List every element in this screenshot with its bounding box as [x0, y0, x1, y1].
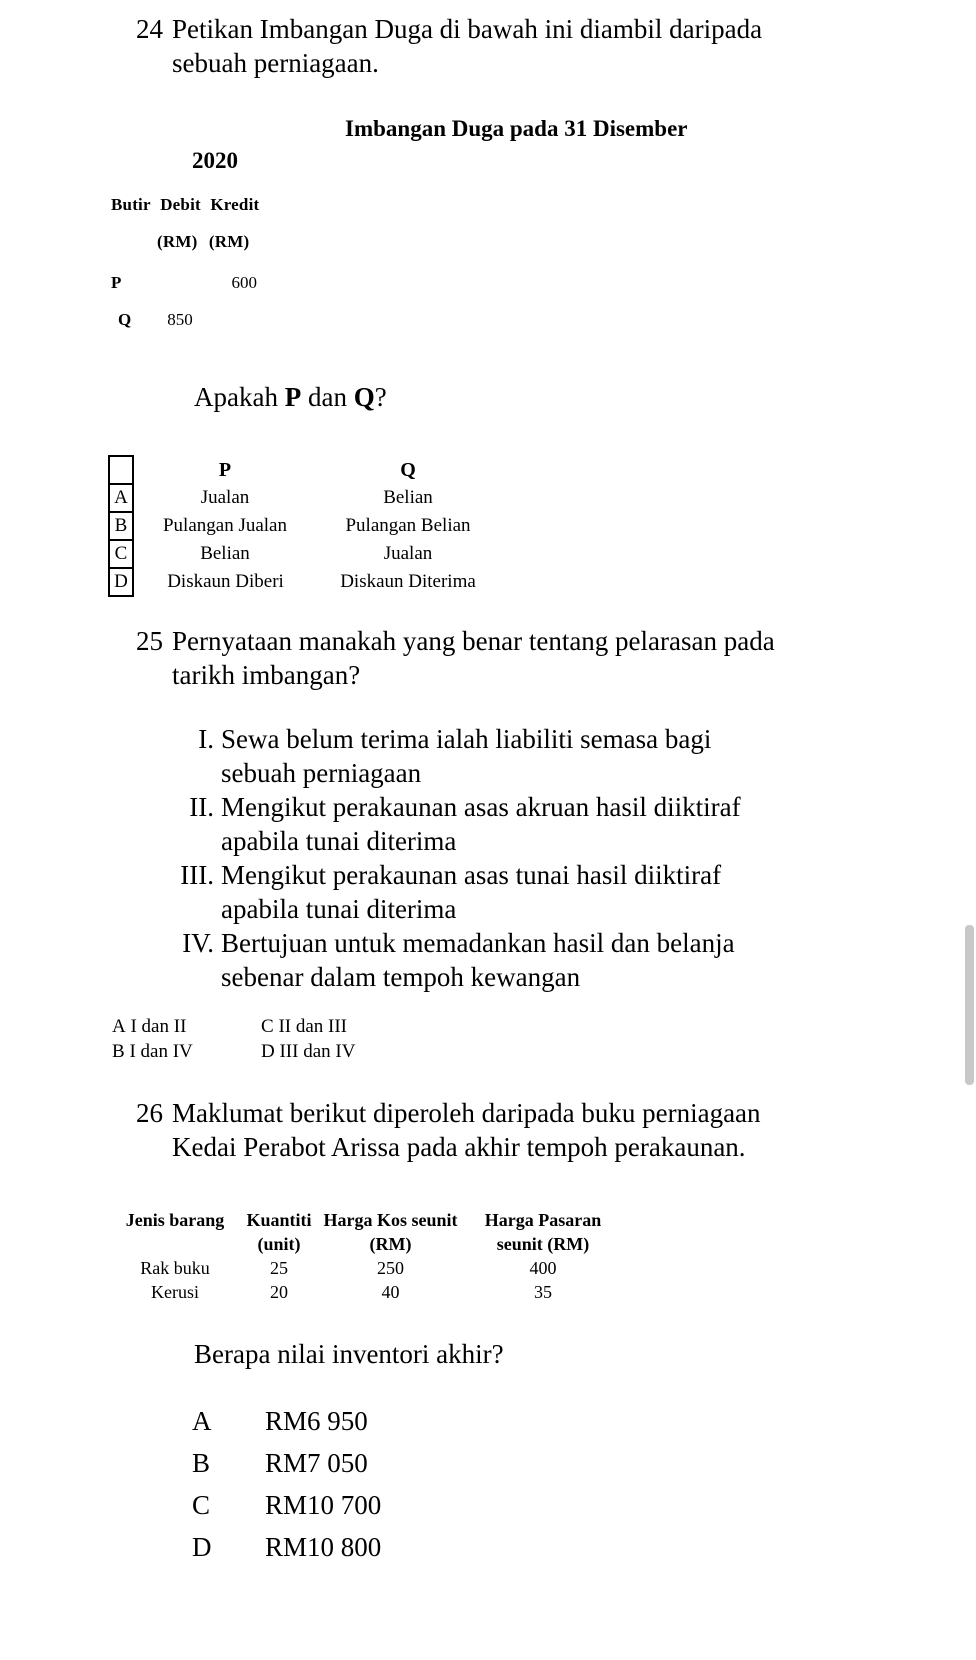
answer-option-d[interactable]	[192, 1526, 381, 1568]
question-24-options-table	[108, 455, 500, 597]
answer-b-text: I dan IV	[129, 1041, 193, 1062]
answer-option-b[interactable]	[192, 1442, 381, 1484]
question-26-stem-text	[172, 1096, 761, 1164]
answer-b-value: RM7 050	[265, 1448, 368, 1478]
inventory-subheader-blank	[110, 1232, 240, 1256]
answer-c-letter: C	[192, 1490, 211, 1520]
table-row[interactable]	[109, 568, 499, 596]
question-26-stem-line1: Maklumat berikut diperoleh daripada buku perniagaan	[172, 1098, 761, 1128]
answer-b-letter: B	[192, 1448, 211, 1478]
answer-d-letter: D	[261, 1041, 275, 1062]
question-26-question-text: Berapa nilai inventori akhir?	[194, 1339, 504, 1369]
inventory-row-2-kuantiti: 20	[270, 1282, 288, 1302]
answer-option-a[interactable]	[112, 1014, 261, 1039]
question-25-stem	[136, 624, 856, 692]
list-item	[172, 926, 852, 994]
inventory-row-1-kuantiti: 25	[270, 1258, 288, 1278]
statement-1-marker: I.	[198, 724, 214, 754]
question-24-stem-text	[172, 12, 762, 80]
inventory-subheader-seunit-rm: seunit (RM)	[496, 1234, 590, 1254]
question-25-statement-list	[172, 722, 852, 994]
inventory-header-harga-kos: Harga Kos seunit	[323, 1210, 458, 1230]
list-item	[172, 790, 852, 858]
option-d-p: Diskaun Diberi	[167, 571, 284, 592]
answer-d-text: III dan IV	[279, 1041, 356, 1062]
question-26-stem	[136, 1096, 876, 1164]
statement-4-line2: sebenar dalam tempoh kewangan	[221, 962, 581, 992]
answer-option-c[interactable]	[192, 1484, 381, 1526]
trial-balance-row-q-item: Q	[118, 310, 132, 329]
inventory-header-kuantiti: Kuantiti	[246, 1210, 312, 1230]
statement-3-text	[221, 858, 721, 926]
option-a-q: Belian	[383, 487, 433, 508]
question-24-prompt-p: P	[284, 382, 302, 412]
trial-balance-header-kredit: Kredit	[210, 195, 260, 214]
question-24-prompt	[194, 380, 387, 414]
trial-balance-units-debit: (RM)	[157, 232, 198, 251]
option-d-q: Diskaun Diterima	[340, 571, 476, 592]
statement-4-text	[221, 926, 735, 994]
question-25-stem-line1: Pernyataan manakah yang benar tentang pelarasan pada	[172, 626, 775, 656]
scrollbar-thumb[interactable]	[965, 925, 974, 1085]
option-b-q: Pulangan Belian	[345, 515, 471, 536]
inventory-subheader-unit: (unit)	[257, 1234, 301, 1254]
question-25-answers	[112, 1014, 355, 1064]
inventory-row-1-kos: 250	[377, 1258, 404, 1278]
answer-d-value: RM10 800	[265, 1532, 382, 1562]
answer-a-letter: A	[192, 1406, 212, 1436]
question-26-stem-line2: Kedai Perabot Arissa pada akhir tempoh perakaunan.	[172, 1132, 746, 1162]
option-a-p: Jualan	[200, 487, 250, 508]
statement-3-marker: III.	[180, 860, 214, 890]
statement-3-line2: apabila tunai diterima	[221, 894, 457, 924]
trial-balance-row-p-kredit: 600	[231, 273, 257, 292]
question-25-stem-text	[172, 624, 775, 692]
trial-balance-title-line1: Imbangan Duga pada 31 Disember	[345, 116, 688, 141]
option-letter-d[interactable]: D	[109, 568, 133, 596]
trial-balance-title-line2: 2020	[192, 148, 238, 173]
answer-d-letter: D	[192, 1532, 212, 1562]
statement-4-marker: IV.	[182, 928, 214, 958]
question-24-stem-line1: Petikan Imbangan Duga di bawah ini diambil daripada	[172, 14, 763, 44]
trial-balance-row-q-debit: 850	[167, 310, 193, 329]
answer-a-letter: A	[112, 1016, 126, 1037]
inventory-row-2-pasaran: 35	[534, 1282, 552, 1302]
table-row[interactable]	[109, 540, 499, 568]
table-header-row	[110, 1208, 623, 1232]
inventory-row-2-kos: 40	[381, 1282, 400, 1302]
statement-1-text	[221, 722, 711, 790]
answer-option-d[interactable]	[261, 1039, 355, 1064]
statement-4-line1: Bertujuan untuk memadankan hasil dan belanja	[221, 928, 735, 958]
table-header-row	[109, 456, 499, 484]
statement-2-text	[221, 790, 741, 858]
answer-c-value: RM10 700	[265, 1490, 382, 1520]
trial-balance-row-q	[118, 309, 276, 331]
answer-row-2	[112, 1039, 355, 1064]
question-24-prompt-suffix: ?	[374, 382, 387, 412]
option-letter-b[interactable]: B	[109, 512, 133, 540]
options-header-p: P	[218, 459, 232, 481]
inventory-row-2-barang: Kerusi	[151, 1282, 199, 1302]
option-b-p: Pulangan Jualan	[162, 515, 287, 536]
answer-c-letter: C	[261, 1016, 274, 1037]
question-24-prompt-q: Q	[353, 382, 375, 412]
trial-balance-header-butir: Butir	[111, 195, 151, 214]
trial-balance-header-debit: Debit	[160, 195, 201, 214]
statement-1-line1: Sewa belum terima ialah liabiliti semasa bagi	[221, 724, 712, 754]
statement-2-marker: II.	[189, 792, 214, 822]
statement-3-line1: Mengikut perakaunan asas tunai hasil diiktiraf	[221, 860, 722, 890]
trial-balance-units-row	[157, 231, 249, 253]
inventory-row-1-barang: Rak buku	[140, 1258, 210, 1278]
question-25-stem-line2: tarikh imbangan?	[172, 660, 361, 690]
statement-1-line2: sebuah perniagaan	[221, 758, 422, 788]
answer-option-c[interactable]	[261, 1014, 347, 1039]
question-24-stem	[136, 12, 856, 80]
answer-a-text: I dan II	[130, 1016, 187, 1037]
question-24-prompt-mid: dan	[301, 382, 354, 412]
answer-a-value: RM6 950	[265, 1406, 368, 1436]
options-header-blank-cell	[109, 456, 133, 484]
table-subheader-row	[110, 1232, 623, 1256]
answer-row-1	[112, 1014, 355, 1039]
answer-c-text: II dan III	[278, 1016, 348, 1037]
list-item	[172, 858, 852, 926]
question-25-number: 25	[136, 626, 163, 656]
table-row[interactable]	[109, 484, 499, 512]
question-26-inventory-table	[110, 1208, 623, 1304]
table-row	[110, 1280, 623, 1304]
option-c-q: Jualan	[383, 543, 433, 564]
inventory-row-1-pasaran: 400	[529, 1258, 557, 1278]
question-26-number: 26	[136, 1098, 163, 1128]
inventory-header-harga-pasaran: Harga Pasaran	[484, 1210, 602, 1230]
trial-balance-units-kredit: (RM)	[208, 232, 250, 251]
statement-2-line1: Mengikut perakaunan asas akruan hasil diiktiraf	[221, 792, 741, 822]
table-row	[110, 1256, 623, 1280]
question-26-answers	[192, 1400, 381, 1568]
option-letter-a[interactable]: A	[109, 484, 133, 512]
answer-option-b[interactable]	[112, 1039, 261, 1064]
question-24-number: 24	[136, 14, 163, 44]
question-24-stem-line2: sebuah perniagaan.	[172, 48, 379, 78]
trial-balance-header-row	[111, 194, 259, 216]
answer-option-a[interactable]	[192, 1400, 381, 1442]
option-letter-c[interactable]: C	[109, 540, 133, 568]
table-row[interactable]	[109, 512, 499, 540]
answer-b-letter: B	[112, 1041, 125, 1062]
trial-balance-row-p-item: P	[111, 273, 122, 292]
option-c-p: Belian	[200, 543, 250, 564]
question-24-prompt-prefix: Apakah	[194, 382, 285, 412]
inventory-header-jenis-barang: Jenis barang	[125, 1210, 225, 1230]
list-item	[172, 722, 852, 790]
options-header-q: Q	[400, 459, 416, 481]
inventory-subheader-rm: (RM)	[369, 1234, 412, 1254]
statement-2-line2: apabila tunai diterima	[221, 826, 457, 856]
trial-balance-row-p	[111, 272, 284, 294]
vertical-scrollbar[interactable]	[962, 0, 976, 1660]
